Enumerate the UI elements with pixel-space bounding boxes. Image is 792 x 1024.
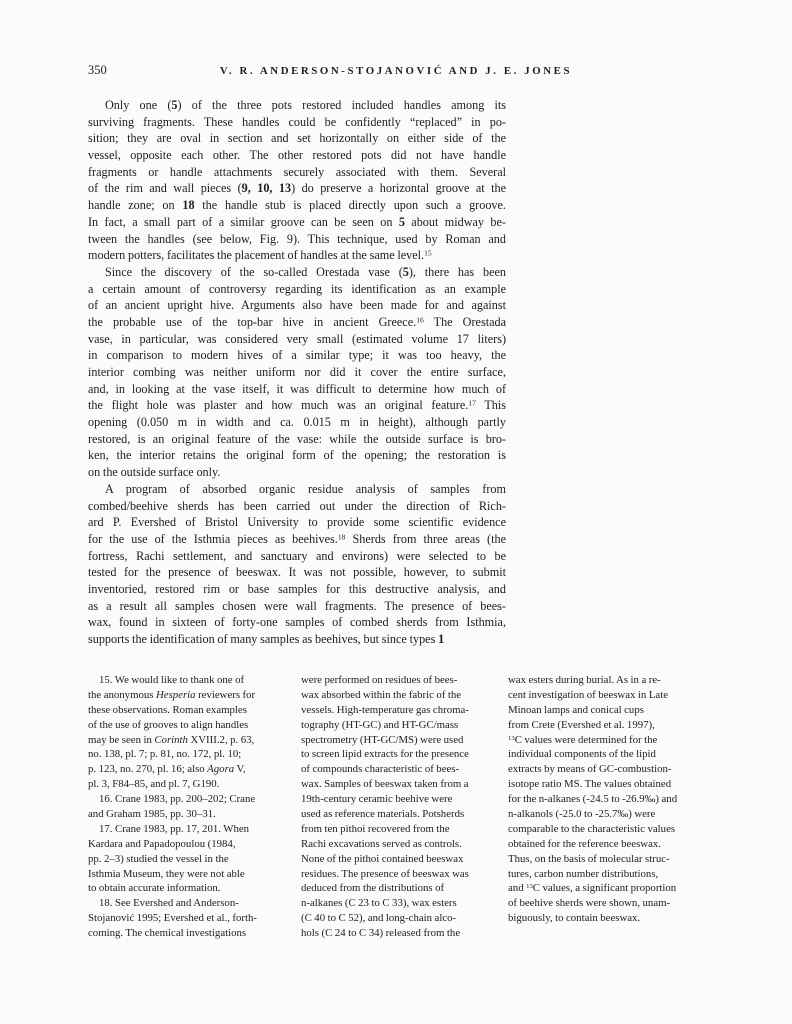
footnote-line: obtained for the reference beeswax.	[508, 837, 661, 850]
text-line: Since the discovery of the so-called Orestada vase (5), there has been	[105, 264, 506, 279]
footnote-line: tography (HT-GC) and HT-GC/mass	[301, 718, 459, 731]
text-line: In fact, a small part of a similar groove can be seen on 5 about midway be-	[88, 214, 506, 229]
footnote-line: tures, carbon number distributions,	[508, 867, 659, 880]
text-line: ken, the interior retains the original form of the opening; the restoration is	[88, 448, 506, 463]
text-line: as a result all samples chosen were wall fragments. The presence of bees-	[88, 598, 506, 613]
footnote-line: cent investigation of beeswax in Late	[508, 688, 668, 701]
text-line: vessel, opposite each other. The other restored pots did not have handle	[88, 148, 506, 163]
footnote-line: 16. Crane 1983, pp. 200–202; Crane	[99, 793, 256, 806]
footnote-line: None of the pithoi contained beeswax	[301, 852, 464, 865]
footnote-line: and $^{13}$C values, a significant proportion	[508, 882, 677, 895]
footnote-line: no. 138, pl. 7; p. 81, no. 172, pl. 10;	[88, 748, 242, 761]
footnote-line: from Crete (Evershed et al. 1997),	[508, 718, 655, 731]
text-line: in comparison to modern hives of a similar type; it was too heavy, the	[88, 348, 506, 363]
footnote-line: isotope ratio MS. The values obtained	[508, 778, 672, 791]
footnote-line: spectrometry (HT-GC/MS) were used	[301, 733, 464, 746]
footnote-line: comparable to the characteristic values	[508, 822, 676, 835]
footnote-line: individual components of the lipid	[508, 748, 656, 761]
footnote-line: may be seen in Corinth XVIII.2, p. 63,	[88, 733, 255, 746]
footnote-line: extracts by means of GC-combustion-	[508, 763, 672, 776]
text-line: supports the identification of many samples as beehives, but since types 1	[88, 632, 445, 646]
text-line: Only one (5) of the three pots restored included handles among its	[105, 98, 506, 112]
footnote-line: 17. Crane 1983, pp. 17, 201. When	[99, 822, 250, 835]
text-line: tween the handles (see below, Fig. 9). This technique, used by Roman and	[88, 231, 506, 246]
text-line: a certain amount of controversy regarding its identification as an example	[88, 281, 506, 296]
paragraph	[88, 481, 506, 648]
text-line: modern potters, facilitates the placement of handles at the same level.$^{15}$	[88, 248, 432, 263]
text-line: restored, is an original feature of the vase: while the outside surface is bro-	[88, 431, 506, 446]
text-line: fortress, Rachi settlement, and sanctuary and environs) were selected to be	[88, 548, 506, 563]
text-line: surviving fragments. These handles could be confidently “replaced” in po-	[88, 114, 506, 129]
text-line: the probable use of the top-bar hive in ancient Greece.$^{16}$ The Orestada	[88, 314, 506, 329]
text-line: tested for the presence of beeswax. It was not possible, however, to submit	[88, 565, 506, 580]
footnote-line: $^{13}$C values were determined for the	[508, 733, 658, 746]
text-line: of the rim and wall pieces (9, 10, 13) do preserve a horizontal groove at the	[88, 181, 506, 196]
text-line: for the use of the Isthmia pieces as beehives.$^{18}$ Sherds from three areas (the	[88, 531, 506, 546]
text-line: of an ancient upright hive. Arguments also have been made for and against	[88, 298, 506, 313]
text-line: on the outside surface only.	[88, 465, 221, 480]
footnote-line: were performed on residues of bees-	[301, 674, 458, 686]
footnote-line: Kardara and Papadopoulou (1984,	[88, 837, 236, 850]
text-line: interior combing was neither uniform nor did it cover the entire surface,	[88, 365, 506, 379]
footnote-line: of beehive sherds were shown, unam-	[508, 897, 671, 910]
footnote-line: Thus, on the basis of molecular struc-	[508, 852, 670, 865]
footnote-line: and Graham 1985, pp. 30–31.	[88, 808, 216, 821]
text-line: vase, in particular, was considered very small (estimated volume 17 liters)	[88, 331, 506, 346]
footnote-line: the anonymous Hesperia reviewers for	[88, 688, 256, 701]
footnote-line: n-alkanols (-25.0 to -25.7‰) were	[508, 808, 656, 821]
footnote-line: from ten pithoi recovered from the	[301, 822, 450, 835]
footnote-line: wax. Samples of beeswax taken from a	[301, 778, 469, 791]
paragraph	[88, 97, 506, 264]
footnote-line: 18. See Evershed and Anderson-	[99, 897, 239, 910]
paragraph	[88, 264, 506, 481]
footnote-line: Stojanović 1995; Evershed et al., forth-	[88, 912, 258, 925]
footnote-line: biguously, to contain beeswax.	[508, 912, 641, 925]
footnote-line: to obtain accurate information.	[88, 882, 221, 895]
text-line: inventoried, restored rim or base samples for this destructive analysis, and	[88, 581, 506, 596]
footnote-line: of the use of grooves to align handles	[88, 718, 249, 731]
footnote-line: (C 40 to C 52), and long-chain alco-	[301, 912, 457, 925]
footnote-line: Rachi excavations served as controls.	[301, 837, 462, 850]
footnote-line: residues. The presence of beeswax was	[301, 867, 469, 880]
footnote-line: these observations. Roman examples	[88, 703, 247, 716]
footnote-line: pp. 2–3) studied the vessel in the	[88, 852, 229, 865]
footnote-line: p. 123, no. 270, pl. 16; also Agora V,	[88, 763, 246, 776]
text-line: wax, found in sixteen of forty-one samples of combed sherds from Isthmia,	[88, 615, 506, 630]
footnote-line: for the n-alkanes (-24.5 to -26.9‰) and	[508, 793, 678, 806]
footnote-line: pl. 3, F84–85, and pl. 7, G190.	[88, 778, 220, 791]
text-line: combed/beehive sherds has been carried out under the direction of Rich-	[88, 498, 506, 513]
text-line: sition; they are oval in section and set horizontally on either side of the	[88, 131, 506, 146]
footnote-line: coming. The chemical investigations	[88, 927, 247, 940]
footnote-line: wax absorbed within the fabric of the	[301, 688, 462, 701]
text-line: A program of absorbed organic residue analysis of samples from	[105, 481, 506, 496]
footnote-line: Minoan lamps and conical cups	[508, 703, 644, 716]
footnote-line: to screen lipid extracts for the presence	[301, 748, 469, 761]
footnote-column-2	[301, 673, 499, 941]
text-line: fragments or handle attachments securely associated with them. Several	[88, 164, 506, 179]
footnote-line: hols (C 24 to C 34) released from the	[301, 927, 461, 940]
footnote-line: 19th-century ceramic beehive were	[301, 793, 453, 806]
text-line: the flight hole was plaster and how much was an original feature.$^{17}$ This	[88, 398, 506, 413]
footnote-line: vessels. High-temperature gas chroma-	[301, 703, 469, 716]
footnote-line: wax esters during burial. As in a re-	[508, 674, 661, 686]
footnote-line: 15. We would like to thank one of	[99, 674, 245, 686]
page-number: 350	[88, 63, 107, 77]
footnote-line: of compounds characteristic of bees-	[301, 763, 460, 776]
footnote-line: deduced from the distributions of	[301, 882, 445, 895]
footnote-column-3	[508, 673, 706, 926]
body-text	[88, 97, 506, 648]
footnote-line: Isthmia Museum, they were not able	[88, 867, 245, 880]
footnote-column-1	[88, 673, 286, 941]
footnote-line: n-alkanes (C 23 to C 33), wax esters	[301, 897, 457, 910]
text-line: opening (0.050 m in width and ca. 0.015 m in height), although partly	[88, 415, 506, 430]
text-line: and, in looking at the vase itself, it was difficult to determine how much of	[88, 381, 506, 396]
text-line: handle zone; on 18 the handle stub is placed directly upon such a groove.	[88, 198, 506, 213]
running-head: V. R. ANDERSON-STOJANOVIĆ AND J. E. JONES	[219, 65, 573, 77]
footnote-line: used as reference materials. Potsherds	[301, 808, 465, 821]
text-line: ard P. Evershed of Bristol University to provide some scientific evidence	[88, 515, 506, 530]
